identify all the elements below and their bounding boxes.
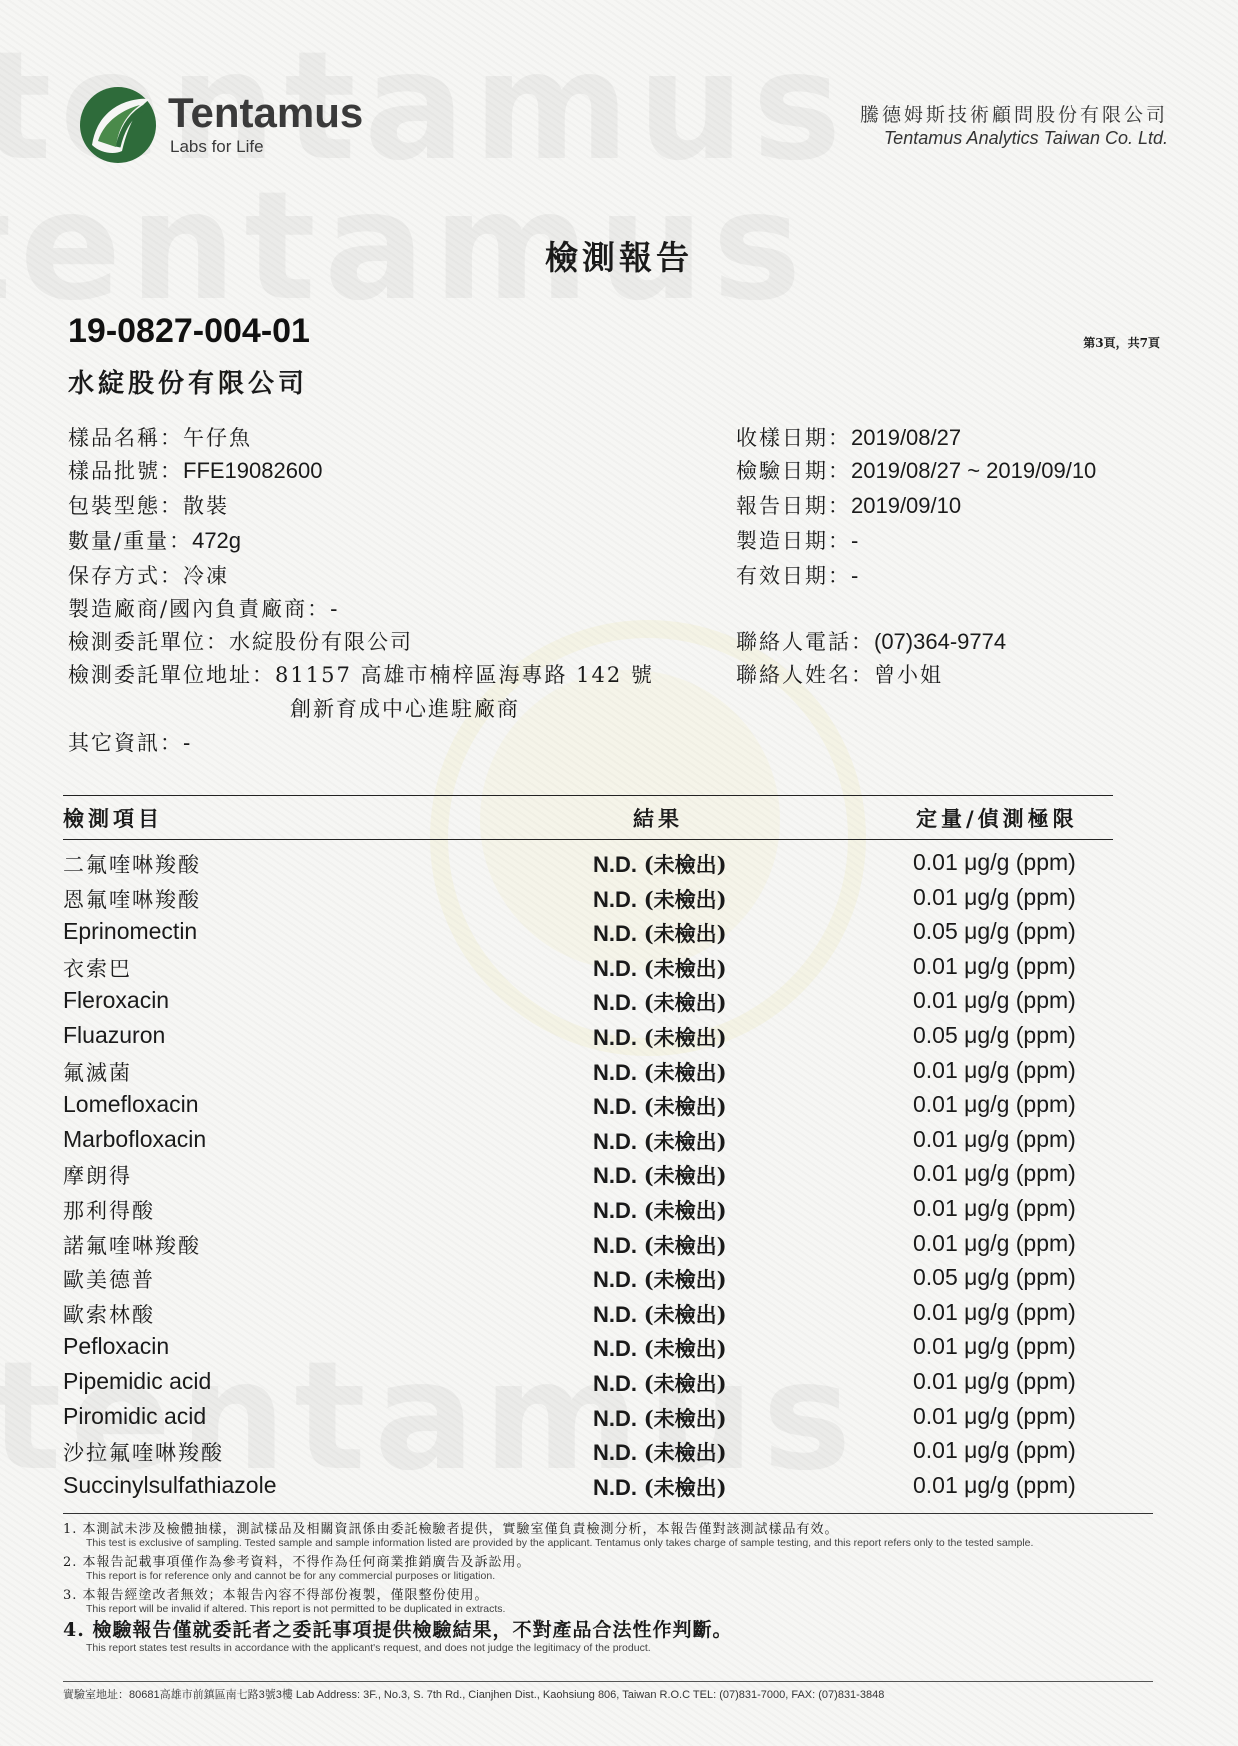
info-value: FFE19082600 <box>183 458 323 483</box>
logo-name: Tentamus <box>168 89 364 136</box>
table-row <box>63 1124 1113 1159</box>
info-applicant <box>68 626 413 656</box>
table-row <box>63 1158 1113 1193</box>
lab-company-name-en: Tentamus Analytics Taiwan Co. Ltd. <box>883 128 1168 148</box>
info-storage <box>68 560 229 590</box>
note-en: This report states test results in accordance with the applicant's request, and does not judge the legitimacy of the product. <box>86 1642 651 1654</box>
info-value: (07)364-9774 <box>874 629 1007 654</box>
test-result <box>593 1472 727 1502</box>
info-value: 曾小姐 <box>874 663 943 687</box>
table-header <box>63 795 1113 839</box>
header-test-item: 檢測項目 <box>63 806 163 831</box>
info-label: 製造廠商/國內負責廠商： <box>68 597 331 621</box>
table-row <box>63 1055 1113 1090</box>
client-name: 水綻股份有限公司 <box>68 369 309 399</box>
info-value: 創新育成中心進駐廠商 <box>290 697 520 721</box>
test-result <box>593 1333 727 1363</box>
notes <box>63 1518 1163 1654</box>
table-row <box>63 951 1113 986</box>
test-item-name: Succinylsulfathiazole <box>63 1471 277 1498</box>
detection-limit: 0.01 μg/g (ppm) <box>913 1091 1076 1118</box>
info-quantity <box>68 525 241 555</box>
info-sample-batch <box>68 455 322 485</box>
info-value: 81157 高雄市楠梓區海專路 142 號 <box>275 663 654 687</box>
result-not-detected-zh: (未檢出) <box>643 1371 727 1396</box>
detection-limit: 0.01 μg/g (ppm) <box>913 849 1076 875</box>
test-item-name: 諾氟喹啉羧酸 <box>63 1233 201 1258</box>
test-item-name: 氟滅菌 <box>63 1060 132 1085</box>
detection-limit: 0.01 μg/g (ppm) <box>913 1195 1076 1221</box>
result-not-detected-zh: (未檢出) <box>643 1128 727 1154</box>
table-row <box>63 985 1113 1020</box>
table-row <box>63 916 1113 951</box>
info-label: 數量/重量： <box>68 529 193 553</box>
result-nd: N.D. <box>593 1405 637 1431</box>
result-nd: N.D. <box>593 1059 637 1085</box>
note-zh: 2. 本報告記載事項僅作為參考資料，不得作為任何商業推銷廣告及訴訟用。 <box>63 1555 531 1570</box>
report-title: 檢測報告 <box>545 238 693 277</box>
result-not-detected-zh: (未檢出) <box>643 921 727 947</box>
note-3 <box>63 1584 1163 1615</box>
note-en: This report is for reference only and cannot be for any commercial purposes or litigation. <box>86 1570 496 1582</box>
info-value: 2019/09/10 <box>851 493 962 518</box>
test-item-name: 恩氟喹啉羧酸 <box>63 887 201 912</box>
tentamus-logo <box>78 85 378 165</box>
detection-limit: 0.05 μg/g (ppm) <box>913 1264 1076 1291</box>
info-label: 聯絡人電話： <box>736 630 874 654</box>
table-row <box>63 1401 1113 1436</box>
info-value: 水綻股份有限公司 <box>229 630 413 654</box>
lab-company-name-zh: 騰德姆斯技術顧問股份有限公司 <box>859 104 1168 126</box>
info-label: 有效日期： <box>736 564 851 588</box>
info-value: 2019/08/27 ~ 2019/09/10 <box>851 458 1097 483</box>
result-not-detected-zh: (未檢出) <box>643 1474 727 1500</box>
info-label: 保存方式： <box>68 564 183 588</box>
logo-tagline: Labs for Life <box>170 137 264 156</box>
table-row <box>63 1331 1113 1366</box>
note-zh: 1. 本測試未涉及檢體抽樣，測試樣品及相關資訊係由委託檢驗者提供，實驗室僅負責檢測分析，本報告僅對該測試樣品有效。 <box>63 1522 839 1537</box>
result-nd: N.D. <box>593 1301 637 1327</box>
result-not-detected-zh: (未檢出) <box>643 1405 727 1431</box>
info-packaging <box>68 490 229 520</box>
result-nd: N.D. <box>593 1371 637 1396</box>
info-label: 檢驗日期： <box>736 459 851 483</box>
test-item-name: 歐索林酸 <box>63 1302 155 1327</box>
test-result <box>593 1368 727 1398</box>
table-header-rule <box>63 839 1113 840</box>
result-not-detected-zh: (未檢出) <box>643 1198 727 1223</box>
info-applicant-address <box>68 659 654 689</box>
result-nd: N.D. <box>593 1128 637 1154</box>
test-result <box>593 918 727 948</box>
test-item-name: Marbofloxacin <box>63 1125 207 1152</box>
lab-address-footer: 實驗室地址：80681高雄市前鎮區南七路3號3樓 Lab Address: 3F., No.3, S. 7th Rd., Cianjhen Dist., Kaohsiung 806, Taiwan R.O.C TEL: (07)831-7000, FAX: (07)831-3848 <box>63 1689 885 1701</box>
note-1 <box>63 1518 1163 1549</box>
test-item-name: 衣索巴 <box>63 956 132 981</box>
table-row <box>63 1089 1113 1124</box>
table-row <box>63 1366 1113 1401</box>
test-result <box>593 1091 727 1121</box>
note-2 <box>63 1551 1163 1582</box>
result-not-detected-zh: (未檢出) <box>643 1336 727 1362</box>
detection-limit: 0.01 μg/g (ppm) <box>913 883 1076 910</box>
info-sample-name <box>68 422 252 452</box>
info-received-date <box>736 422 961 452</box>
info-manufacturer <box>68 593 337 623</box>
test-item-name: 歐美德普 <box>63 1268 155 1293</box>
detection-limit: 0.01 μg/g (ppm) <box>913 1333 1076 1360</box>
info-label: 聯絡人姓名： <box>736 663 874 687</box>
test-item-name: 沙拉氟喹啉羧酸 <box>63 1441 224 1466</box>
header-result: 結果 <box>633 806 683 831</box>
header-limit: 定量/偵測極限 <box>916 806 1078 831</box>
info-value: - <box>330 596 338 621</box>
info-applicant-address-line2 <box>290 693 520 723</box>
test-result <box>593 1403 727 1433</box>
table-row <box>63 1193 1113 1228</box>
result-nd: N.D. <box>593 1094 637 1120</box>
info-contact-phone <box>736 626 1006 656</box>
test-item-name: Fluazuron <box>63 1022 166 1048</box>
table-row <box>63 1020 1113 1055</box>
note-en: This report will be invalid if altered. This report is not permitted to be duplicated in extracts. <box>86 1603 506 1615</box>
footer-rule <box>63 1681 1153 1682</box>
detection-limit: 0.01 μg/g (ppm) <box>913 1368 1076 1394</box>
test-result <box>593 1022 727 1052</box>
result-nd: N.D. <box>593 1440 637 1466</box>
info-other <box>68 727 190 757</box>
page-number: 第3頁，共7頁 <box>1083 336 1160 350</box>
table-row <box>63 882 1113 917</box>
detection-limit: 0.01 μg/g (ppm) <box>913 987 1076 1014</box>
table-row <box>63 1435 1113 1470</box>
table-row <box>63 1262 1113 1297</box>
test-item-name: Pefloxacin <box>63 1333 170 1360</box>
result-not-detected-zh: (未檢出) <box>643 1163 727 1189</box>
result-not-detected-zh: (未檢出) <box>643 1440 727 1466</box>
result-nd: N.D. <box>593 990 637 1016</box>
info-label: 製造日期： <box>736 529 851 553</box>
result-not-detected-zh: (未檢出) <box>643 990 727 1016</box>
info-label: 檢測委託單位： <box>68 630 229 654</box>
result-nd: N.D. <box>593 1163 637 1189</box>
info-label: 收樣日期： <box>736 426 851 450</box>
table-row <box>63 1470 1113 1505</box>
leaf-logo-icon <box>78 85 158 165</box>
result-not-detected-zh: (未檢出) <box>643 1059 727 1085</box>
detection-limit: 0.01 μg/g (ppm) <box>913 1471 1076 1498</box>
test-result <box>593 1057 727 1087</box>
result-nd: N.D. <box>593 955 637 981</box>
detection-limit: 0.01 μg/g (ppm) <box>913 952 1076 979</box>
info-label: 包裝型態： <box>68 494 183 518</box>
detection-limit: 0.01 μg/g (ppm) <box>913 1437 1076 1464</box>
test-result <box>593 1437 727 1467</box>
note-4 <box>63 1615 1163 1654</box>
test-result <box>593 1126 727 1156</box>
table-row <box>63 1297 1113 1332</box>
test-result <box>593 1264 727 1294</box>
result-not-detected-zh: (未檢出) <box>643 955 727 981</box>
info-label: 樣品批號： <box>68 459 183 483</box>
result-not-detected-zh: (未檢出) <box>643 1025 727 1050</box>
detection-limit: 0.01 μg/g (ppm) <box>913 1229 1076 1256</box>
result-not-detected-zh: (未檢出) <box>643 852 727 877</box>
result-nd: N.D. <box>593 1025 637 1050</box>
info-value: 散裝 <box>183 494 229 518</box>
info-test-date <box>736 455 1096 485</box>
result-nd: N.D. <box>593 921 637 947</box>
test-result <box>593 1230 727 1260</box>
info-contact-name <box>736 659 943 689</box>
test-item-name: 二氟喹啉羧酸 <box>63 853 201 877</box>
test-result <box>593 884 727 914</box>
test-item-name: Lomefloxacin <box>63 1091 199 1118</box>
note-zh: 4. 檢驗報告僅就委託者之委託事項提供檢驗結果，不對產品合法性作判斷。 <box>63 1619 733 1641</box>
result-nd: N.D. <box>593 1198 637 1223</box>
result-nd: N.D. <box>593 852 637 877</box>
test-item-name: Pipemidic acid <box>63 1368 212 1394</box>
table-row <box>63 1228 1113 1263</box>
detection-limit: 0.01 μg/g (ppm) <box>913 1160 1076 1187</box>
note-en: This test is exclusive of sampling. Tested sample and sample information listed are provided by the applicant. Tentamus only takes charge of sample testing, and this report refers only to the tested sample. <box>86 1537 1034 1549</box>
result-nd: N.D. <box>593 1336 637 1362</box>
test-item-name: 那利得酸 <box>63 1199 155 1223</box>
detection-limit: 0.05 μg/g (ppm) <box>913 918 1076 945</box>
table-row <box>63 847 1113 882</box>
test-item-name: Eprinomectin <box>63 918 198 945</box>
info-label: 其它資訊： <box>68 731 183 755</box>
info-label: 樣品名稱： <box>68 426 183 450</box>
info-value: - <box>183 730 191 755</box>
result-nd: N.D. <box>593 1267 637 1293</box>
result-not-detected-zh: (未檢出) <box>643 1232 727 1258</box>
info-value: - <box>851 563 859 588</box>
info-manufacture-date <box>736 525 858 555</box>
test-result <box>593 1299 727 1329</box>
result-nd: N.D. <box>593 1232 637 1258</box>
result-nd: N.D. <box>593 1474 637 1500</box>
test-item-name: Piromidic acid <box>63 1402 207 1429</box>
info-label: 檢測委託單位地址： <box>68 663 275 687</box>
detection-limit: 0.01 μg/g (ppm) <box>913 1056 1076 1083</box>
result-not-detected-zh: (未檢出) <box>643 1301 727 1327</box>
info-value: 472g <box>192 528 242 553</box>
result-not-detected-zh: (未檢出) <box>643 1267 727 1293</box>
info-value: 2019/08/27 <box>851 425 962 450</box>
test-result <box>593 1160 727 1190</box>
detection-limit: 0.01 μg/g (ppm) <box>913 1298 1076 1325</box>
detection-limit: 0.05 μg/g (ppm) <box>913 1022 1076 1048</box>
info-value: 冷凍 <box>183 564 229 588</box>
info-label: 報告日期： <box>736 494 851 518</box>
test-item-name: 摩朗得 <box>63 1164 132 1189</box>
detection-limit: 0.01 μg/g (ppm) <box>913 1125 1076 1152</box>
info-expiry-date <box>736 560 858 590</box>
note-zh: 3. 本報告經塗改者無效；本報告內容不得部份複製，僅限整份使用。 <box>63 1588 489 1603</box>
result-not-detected-zh: (未檢出) <box>643 886 727 912</box>
test-result <box>593 987 727 1017</box>
test-result <box>593 953 727 983</box>
result-not-detected-zh: (未檢出) <box>643 1094 727 1120</box>
info-report-date <box>736 490 961 520</box>
info-value: 午仔魚 <box>183 426 252 450</box>
detection-limit: 0.01 μg/g (ppm) <box>913 1402 1076 1429</box>
report-number: 19-0827-004-01 <box>68 312 310 350</box>
info-value: - <box>851 528 859 553</box>
test-result <box>593 849 727 879</box>
notes-rule <box>63 1513 1153 1514</box>
test-item-name: Fleroxacin <box>63 987 170 1014</box>
test-result <box>593 1195 727 1225</box>
result-nd: N.D. <box>593 886 637 912</box>
